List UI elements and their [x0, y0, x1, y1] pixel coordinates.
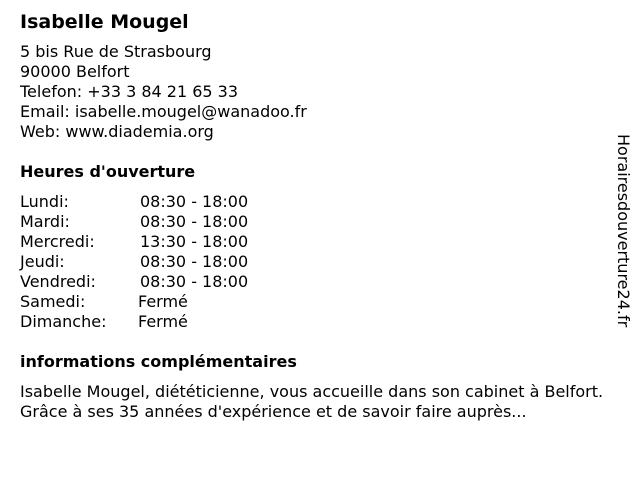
time-value: Fermé	[138, 312, 188, 331]
time-value: 08:30 - 18:00	[140, 192, 249, 211]
email-address: Email: isabelle.mougel@wanadoo.fr	[20, 102, 307, 121]
day-label: Lundi:	[20, 192, 69, 211]
opening-hours-table	[20, 192, 610, 332]
hours-row-friday	[20, 272, 610, 292]
additional-info-title: informations complémentaires	[20, 352, 297, 371]
phone-number: Telefon: +33 3 84 21 65 33	[20, 82, 239, 101]
day-label: Mercredi:	[20, 232, 95, 251]
address-city: 90000 Belfort	[20, 62, 130, 81]
day-label: Jeudi:	[20, 252, 65, 271]
hours-row-thursday	[20, 252, 610, 272]
hours-row-tuesday	[20, 212, 610, 232]
time-value: 08:30 - 18:00	[140, 212, 249, 231]
time-value: 13:30 - 18:00	[140, 232, 249, 251]
time-value: 08:30 - 18:00	[140, 252, 249, 271]
business-name: Isabelle Mougel	[20, 11, 189, 33]
website: Web: www.diademia.org	[20, 122, 214, 141]
hours-row-sunday	[20, 312, 610, 332]
additional-info-text: Isabelle Mougel, diététicienne, vous accueille dans son cabinet à Belfort. Grâce à ses 35 années d'expérience et de savoir faire auprès...	[20, 382, 604, 421]
day-label: Mardi:	[20, 212, 70, 231]
hours-row-wednesday	[20, 232, 610, 252]
time-value: 08:30 - 18:00	[140, 272, 249, 291]
hours-row-saturday	[20, 292, 610, 312]
address-street: 5 bis Rue de Strasbourg	[20, 42, 212, 61]
day-label: Samedi:	[20, 292, 86, 311]
day-label: Dimanche:	[20, 312, 107, 331]
day-label: Vendredi:	[20, 272, 96, 291]
opening-hours-title: Heures d'ouverture	[20, 162, 196, 181]
business-card	[20, 10, 610, 422]
hours-row-monday	[20, 192, 610, 212]
site-watermark: Horairesdouverture24.fr	[614, 134, 633, 328]
time-value: Fermé	[138, 292, 188, 311]
